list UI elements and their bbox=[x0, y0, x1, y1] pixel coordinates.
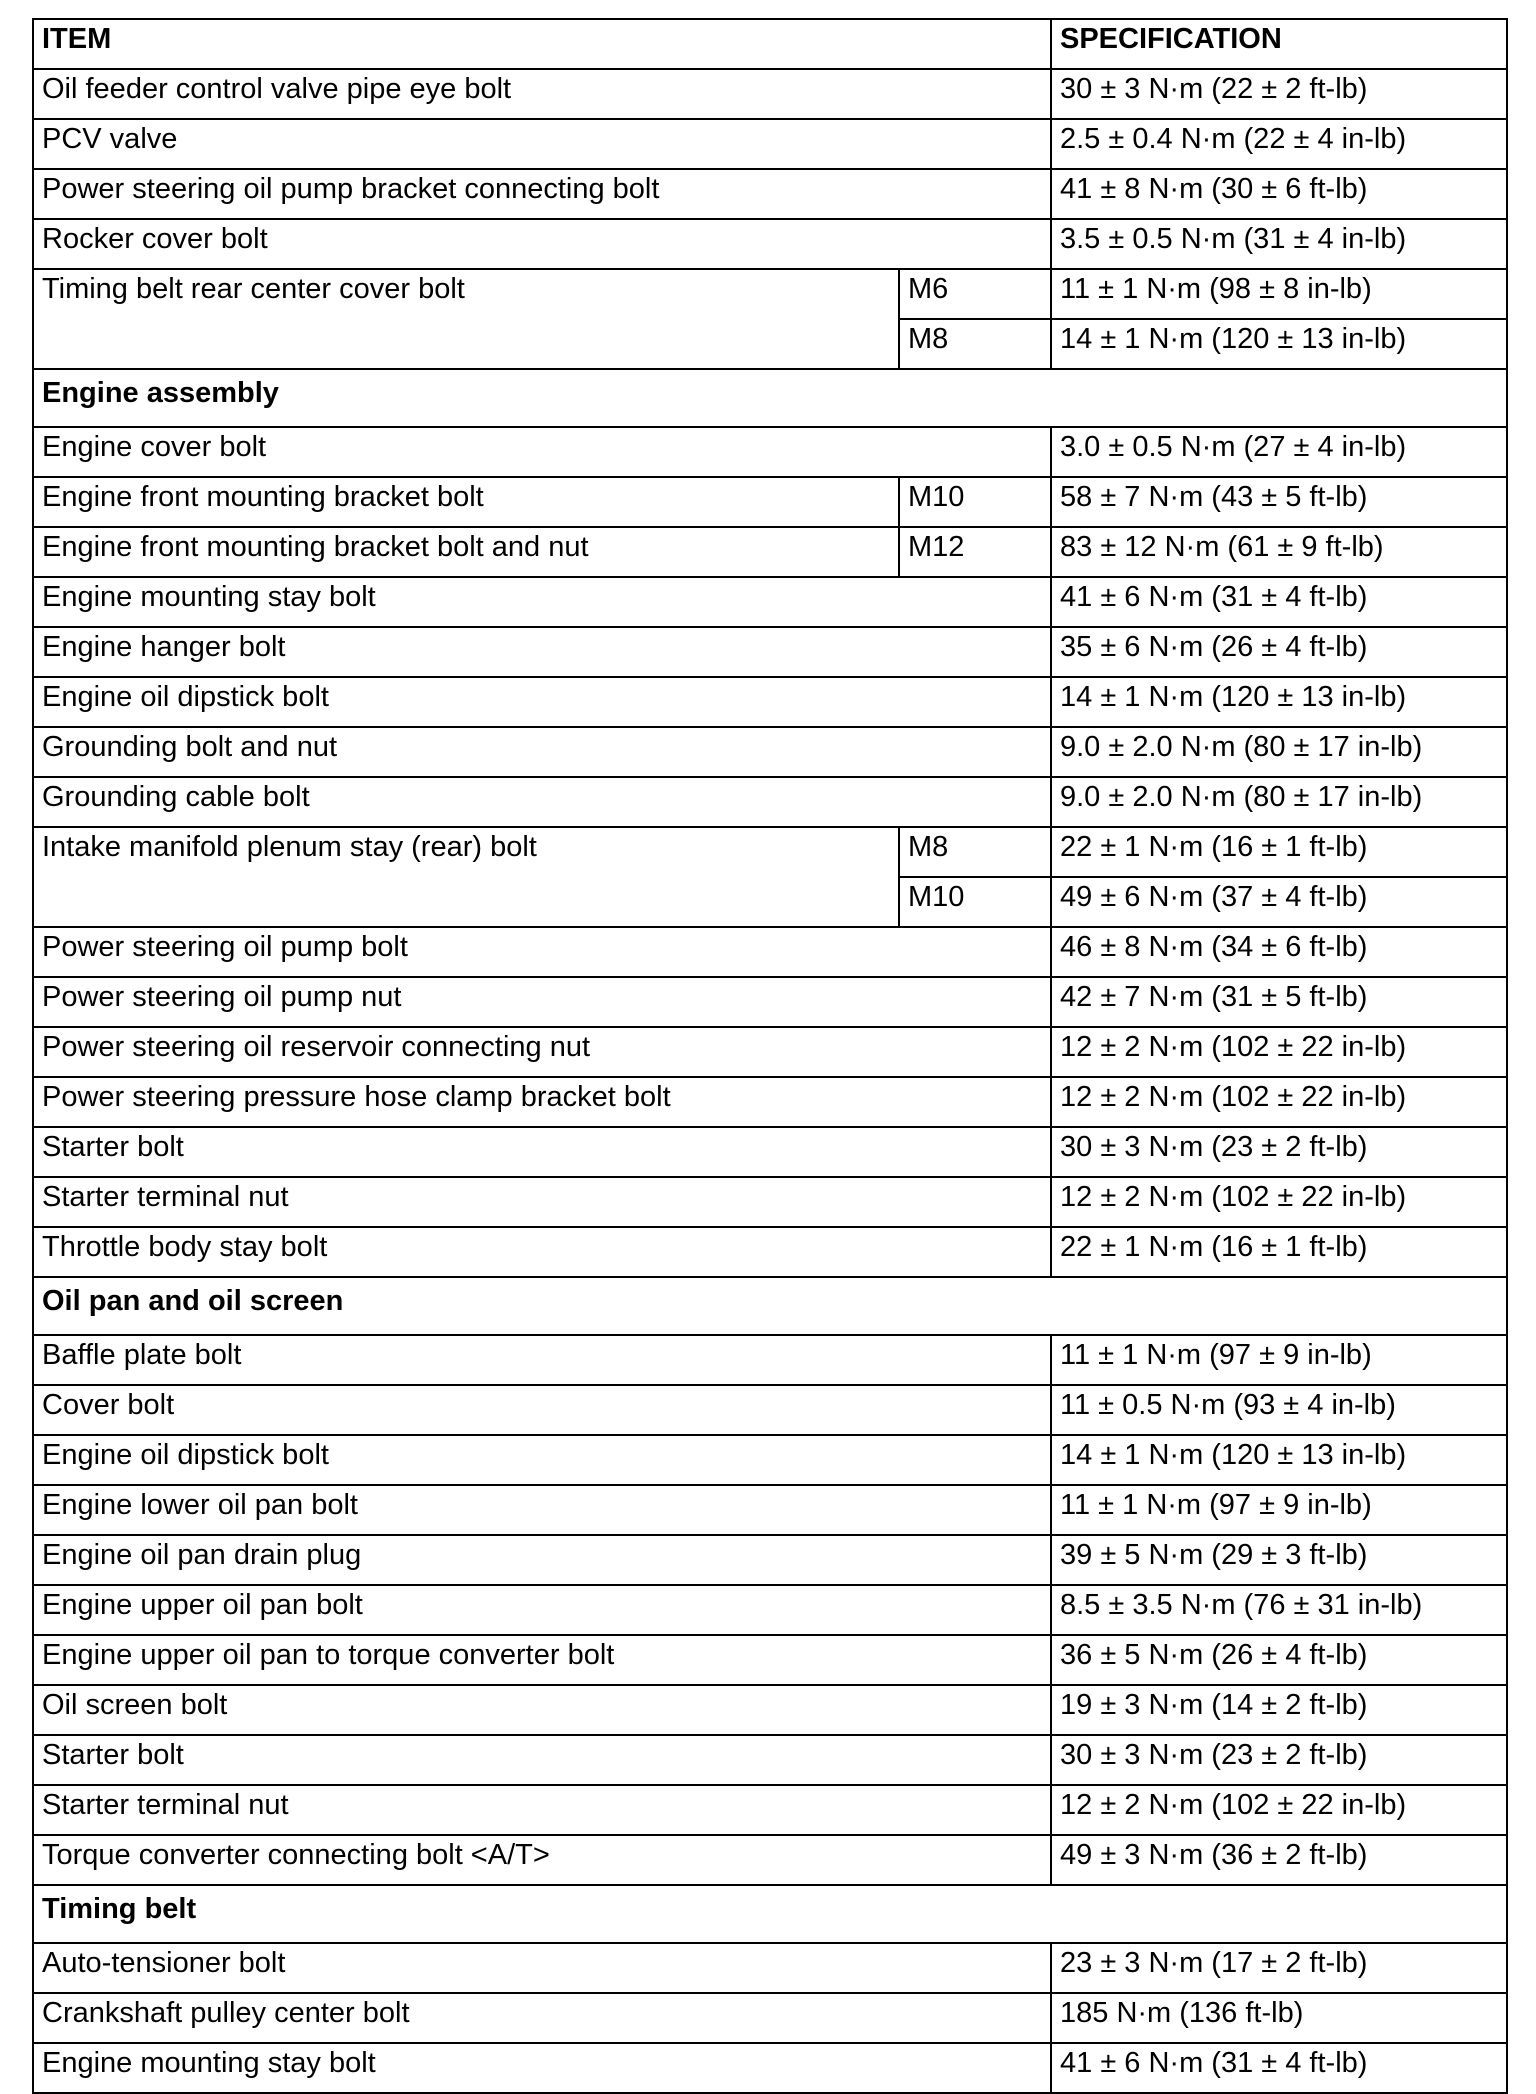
item-cell: Power steering pressure hose clamp bracket bolt bbox=[33, 1077, 1051, 1127]
table-row bbox=[33, 69, 1507, 119]
table-row bbox=[33, 927, 1507, 977]
item-cell: Starter terminal nut bbox=[33, 1177, 1051, 1227]
spec-cell: 41 ± 8 N·m (30 ± 6 ft-lb) bbox=[1051, 169, 1507, 219]
spec-cell: 39 ± 5 N·m (29 ± 3 ft-lb) bbox=[1051, 1535, 1507, 1585]
item-cell: Engine oil dipstick bolt bbox=[33, 677, 1051, 727]
spec-cell: 19 ± 3 N·m (14 ± 2 ft-lb) bbox=[1051, 1685, 1507, 1735]
item-cell: Throttle body stay bolt bbox=[33, 1227, 1051, 1277]
spec-cell: 49 ± 6 N·m (37 ± 4 ft-lb) bbox=[1051, 877, 1507, 927]
item-cell: Crankshaft pulley center bolt bbox=[33, 1993, 1051, 2043]
item-cell: Engine lower oil pan bolt bbox=[33, 1485, 1051, 1535]
section-row bbox=[33, 1885, 1507, 1943]
table-row bbox=[33, 1485, 1507, 1535]
item-cell: PCV valve bbox=[33, 119, 1051, 169]
spec-cell: 36 ± 5 N·m (26 ± 4 ft-lb) bbox=[1051, 1635, 1507, 1685]
table-row bbox=[33, 1585, 1507, 1635]
spec-cell: 3.0 ± 0.5 N·m (27 ± 4 in-lb) bbox=[1051, 427, 1507, 477]
item-cell: Starter bolt bbox=[33, 1735, 1051, 1785]
table-row bbox=[33, 477, 1507, 527]
spec-cell: 35 ± 6 N·m (26 ± 4 ft-lb) bbox=[1051, 627, 1507, 677]
spec-cell: 22 ± 1 N·m (16 ± 1 ft-lb) bbox=[1051, 827, 1507, 877]
spec-cell: 46 ± 8 N·m (34 ± 6 ft-lb) bbox=[1051, 927, 1507, 977]
spec-cell: 9.0 ± 2.0 N·m (80 ± 17 in-lb) bbox=[1051, 727, 1507, 777]
section-heading: Engine assembly bbox=[33, 369, 1507, 427]
table-row bbox=[33, 577, 1507, 627]
spec-cell: 8.5 ± 3.5 N·m (76 ± 31 in-lb) bbox=[1051, 1585, 1507, 1635]
item-cell: Engine upper oil pan to torque converter bolt bbox=[33, 1635, 1051, 1685]
item-cell: Engine front mounting bracket bolt bbox=[33, 477, 899, 527]
table-row bbox=[33, 1835, 1507, 1885]
table-row bbox=[33, 1993, 1507, 2043]
item-cell: Engine front mounting bracket bolt and nut bbox=[33, 527, 899, 577]
spec-cell: 185 N·m (136 ft-lb) bbox=[1051, 1993, 1507, 2043]
table-row bbox=[33, 269, 1507, 319]
table-row bbox=[33, 2043, 1507, 2093]
table-row bbox=[33, 627, 1507, 677]
item-cell: Power steering oil reservoir connecting nut bbox=[33, 1027, 1051, 1077]
spec-cell: 2.5 ± 0.4 N·m (22 ± 4 in-lb) bbox=[1051, 119, 1507, 169]
item-cell: Torque converter connecting bolt <A/T> bbox=[33, 1835, 1051, 1885]
item-cell: Engine mounting stay bolt bbox=[33, 2043, 1051, 2093]
table-row bbox=[33, 977, 1507, 1027]
table-row bbox=[33, 1177, 1507, 1227]
item-cell: Rocker cover bolt bbox=[33, 219, 1051, 269]
item-cell: Baffle plate bolt bbox=[33, 1335, 1051, 1385]
spec-cell: 12 ± 2 N·m (102 ± 22 in-lb) bbox=[1051, 1027, 1507, 1077]
header-specification: SPECIFICATION bbox=[1051, 19, 1507, 69]
table-row bbox=[33, 1435, 1507, 1485]
item-cell: Cover bolt bbox=[33, 1385, 1051, 1435]
table-row bbox=[33, 1535, 1507, 1585]
spec-cell: 42 ± 7 N·m (31 ± 5 ft-lb) bbox=[1051, 977, 1507, 1027]
table-body bbox=[33, 69, 1507, 2093]
table-row bbox=[33, 1943, 1507, 1993]
section-row bbox=[33, 369, 1507, 427]
table-row bbox=[33, 1127, 1507, 1177]
spec-cell: 3.5 ± 0.5 N·m (31 ± 4 in-lb) bbox=[1051, 219, 1507, 269]
item-cell: Auto-tensioner bolt bbox=[33, 1943, 1051, 1993]
item-cell: Oil feeder control valve pipe eye bolt bbox=[33, 69, 1051, 119]
table-row bbox=[33, 677, 1507, 727]
item-cell: Power steering oil pump bolt bbox=[33, 927, 1051, 977]
table-row bbox=[33, 827, 1507, 877]
spec-cell: 9.0 ± 2.0 N·m (80 ± 17 in-lb) bbox=[1051, 777, 1507, 827]
spec-cell: 22 ± 1 N·m (16 ± 1 ft-lb) bbox=[1051, 1227, 1507, 1277]
spec-cell: 41 ± 6 N·m (31 ± 4 ft-lb) bbox=[1051, 2043, 1507, 2093]
spec-cell: 49 ± 3 N·m (36 ± 2 ft-lb) bbox=[1051, 1835, 1507, 1885]
header-item: ITEM bbox=[33, 19, 1051, 69]
item-cell: Intake manifold plenum stay (rear) bolt bbox=[33, 827, 899, 927]
table-row bbox=[33, 219, 1507, 269]
table-row bbox=[33, 1227, 1507, 1277]
table-row bbox=[33, 1785, 1507, 1835]
item-cell: Engine upper oil pan bolt bbox=[33, 1585, 1051, 1635]
table-row bbox=[33, 1685, 1507, 1735]
table-row bbox=[33, 1385, 1507, 1435]
item-cell: Engine hanger bolt bbox=[33, 627, 1051, 677]
item-cell: Power steering oil pump nut bbox=[33, 977, 1051, 1027]
item-cell: Starter bolt bbox=[33, 1127, 1051, 1177]
item-cell: Timing belt rear center cover bolt bbox=[33, 269, 899, 369]
spec-cell: 83 ± 12 N·m (61 ± 9 ft-lb) bbox=[1051, 527, 1507, 577]
size-cell: M10 bbox=[899, 877, 1051, 927]
section-heading: Timing belt bbox=[33, 1885, 1507, 1943]
table-row bbox=[33, 1635, 1507, 1685]
item-cell: Engine oil dipstick bolt bbox=[33, 1435, 1051, 1485]
spec-cell: 14 ± 1 N·m (120 ± 13 in-lb) bbox=[1051, 677, 1507, 727]
table-row bbox=[33, 1027, 1507, 1077]
size-cell: M8 bbox=[899, 827, 1051, 877]
spec-cell: 41 ± 6 N·m (31 ± 4 ft-lb) bbox=[1051, 577, 1507, 627]
spec-cell: 12 ± 2 N·m (102 ± 22 in-lb) bbox=[1051, 1177, 1507, 1227]
torque-spec-table bbox=[32, 18, 1508, 2094]
table-row bbox=[33, 1077, 1507, 1127]
item-cell: Engine mounting stay bolt bbox=[33, 577, 1051, 627]
spec-cell: 30 ± 3 N·m (22 ± 2 ft-lb) bbox=[1051, 69, 1507, 119]
spec-cell: 58 ± 7 N·m (43 ± 5 ft-lb) bbox=[1051, 477, 1507, 527]
table-row bbox=[33, 727, 1507, 777]
section-row bbox=[33, 1277, 1507, 1335]
table-row bbox=[33, 119, 1507, 169]
item-cell: Oil screen bolt bbox=[33, 1685, 1051, 1735]
item-cell: Starter terminal nut bbox=[33, 1785, 1051, 1835]
table-row bbox=[33, 427, 1507, 477]
spec-cell: 30 ± 3 N·m (23 ± 2 ft-lb) bbox=[1051, 1127, 1507, 1177]
table-row bbox=[33, 169, 1507, 219]
size-cell: M6 bbox=[899, 269, 1051, 319]
table-row bbox=[33, 777, 1507, 827]
table-row bbox=[33, 527, 1507, 577]
size-cell: M10 bbox=[899, 477, 1051, 527]
item-cell: Engine oil pan drain plug bbox=[33, 1535, 1051, 1585]
spec-cell: 11 ± 1 N·m (97 ± 9 in-lb) bbox=[1051, 1485, 1507, 1535]
spec-cell: 11 ± 1 N·m (98 ± 8 in-lb) bbox=[1051, 269, 1507, 319]
item-cell: Power steering oil pump bracket connecting bolt bbox=[33, 169, 1051, 219]
size-cell: M12 bbox=[899, 527, 1051, 577]
section-heading: Oil pan and oil screen bbox=[33, 1277, 1507, 1335]
spec-cell: 12 ± 2 N·m (102 ± 22 in-lb) bbox=[1051, 1785, 1507, 1835]
spec-cell: 11 ± 1 N·m (97 ± 9 in-lb) bbox=[1051, 1335, 1507, 1385]
spec-cell: 12 ± 2 N·m (102 ± 22 in-lb) bbox=[1051, 1077, 1507, 1127]
item-cell: Grounding bolt and nut bbox=[33, 727, 1051, 777]
table-row bbox=[33, 1335, 1507, 1385]
spec-cell: 14 ± 1 N·m (120 ± 13 in-lb) bbox=[1051, 319, 1507, 369]
spec-cell: 23 ± 3 N·m (17 ± 2 ft-lb) bbox=[1051, 1943, 1507, 1993]
spec-cell: 30 ± 3 N·m (23 ± 2 ft-lb) bbox=[1051, 1735, 1507, 1785]
table-row bbox=[33, 1735, 1507, 1785]
header-row bbox=[33, 19, 1507, 69]
size-cell: M8 bbox=[899, 319, 1051, 369]
spec-cell: 11 ± 0.5 N·m (93 ± 4 in-lb) bbox=[1051, 1385, 1507, 1435]
spec-cell: 14 ± 1 N·m (120 ± 13 in-lb) bbox=[1051, 1435, 1507, 1485]
item-cell: Grounding cable bolt bbox=[33, 777, 1051, 827]
item-cell: Engine cover bolt bbox=[33, 427, 1051, 477]
